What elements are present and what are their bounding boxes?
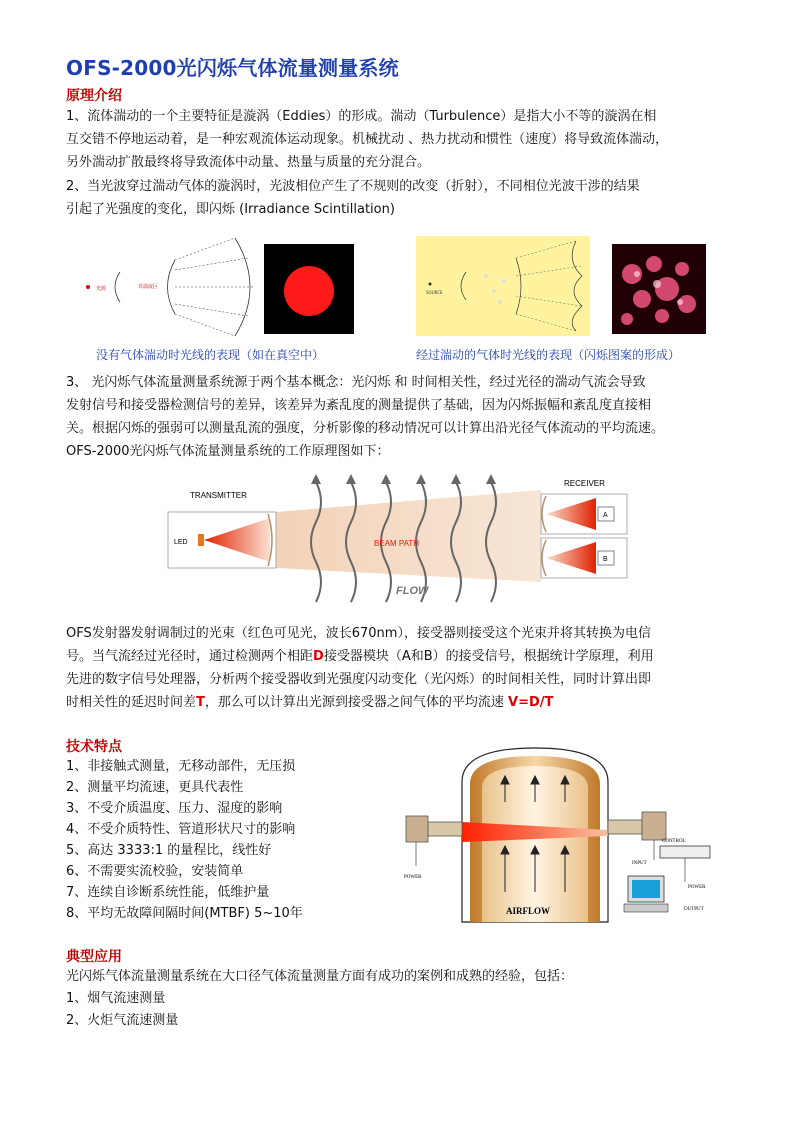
paragraph-3	[66, 371, 664, 463]
list-item: 7、连续自诊断系统性能，低维护量	[66, 885, 270, 900]
red-spot	[284, 266, 334, 316]
list-item: 1、烟气流速测量	[66, 991, 166, 1006]
figure-turbulence	[416, 236, 590, 336]
velocity-formula: V=D/T	[508, 695, 554, 710]
section-heading-features: 技术特点	[66, 739, 122, 755]
list-item: 2、测量平均流速，更具代表性	[66, 780, 244, 795]
scintillation-pattern	[612, 244, 706, 334]
page-title: OFS-2000光闪烁气体流量测量系统	[66, 56, 399, 80]
power-left-label: POWER	[404, 875, 422, 880]
time-symbol: T	[196, 695, 205, 710]
paragraph-line: 互交错不停地运动着，是一种宏观流体运动现象。机械扰动 、热力扰动和惯性（速度）将导致流体湍动，	[66, 132, 669, 147]
paragraph-line: OFS发射器发射调制过的光束（红色可见光，波长670nm），接受器则接受这个光束并将其转换为电信	[66, 626, 651, 641]
figure-working-principle	[166, 472, 628, 612]
transmitter-label: TRANSMITTER	[190, 491, 247, 500]
feature-list	[66, 756, 303, 924]
beam-path-label: BEAM PATH	[374, 539, 420, 548]
non-turbulent-label: 非湍流区	[138, 284, 159, 290]
list-item: 3、不受介质温度、压力、湿度的影响	[66, 801, 283, 816]
list-item: 6、不需要实流校验，安装简单	[66, 864, 244, 879]
paragraph-line: 关。根据闪烁的强弱可以测量乱流的强度，分析影像的移动情况可以计算出沿光径气体流动的平均流速。	[66, 421, 665, 436]
list-item: 8、平均无故障间隔时间(MTBF) 5~10年	[66, 906, 303, 921]
source-label: SOURCE	[426, 290, 443, 295]
module-a-label: A	[603, 512, 608, 519]
light-source-label: 光源	[96, 286, 107, 292]
paragraph-line: 引起了光强度的变化，即闪烁 (Irradiance Scintillation)	[66, 202, 395, 217]
output-label: OUTPUT	[684, 907, 704, 912]
module-b-label: B	[603, 556, 608, 563]
spot-image-clear	[264, 244, 354, 334]
list-item: 5、高达 3333:1 的量程比，线性好	[66, 843, 272, 858]
paragraph-line: 3、 光闪烁气体流量测量系统源于两个基本概念：光闪烁 和 时间相关性，经过光径的湍动气流会导致	[66, 375, 646, 390]
caption-right: 经过湍动的气体时光线的表现（闪烁图案的形成）	[416, 348, 681, 362]
paragraph-line: 2、当光波穿过湍动气体的漩涡时，光波相位产生了不规则的改变（折射），不同相位光波干涉的结果	[66, 179, 640, 194]
text-span: 号。当气流经过光径时，通过检测两个相距	[66, 649, 314, 664]
paragraph-line: 发射信号和接受器检测信号的差异，该差异为紊乱度的测量提供了基础，因为闪烁振幅和紊乱度直接相	[66, 398, 652, 413]
paragraph-1	[66, 105, 668, 174]
paragraph-2	[66, 175, 640, 221]
figure-duct-installation	[400, 742, 720, 928]
control-label: CONTROL	[662, 839, 686, 844]
list-item: 2、火炬气流速测量	[66, 1013, 179, 1028]
distance-symbol: D	[313, 649, 324, 664]
duct-diagram	[400, 742, 720, 928]
paragraph-line: 1、流体湍动的一个主要特征是漩涡（Eddies）的形成。湍动（Turbulence）是指大小不等的漩涡在相	[66, 109, 657, 124]
led-label: LED	[174, 539, 188, 546]
input-label: INPUT	[632, 861, 647, 866]
text-span: 时相关性的延迟时间差	[66, 695, 197, 710]
flow-label: FLOW	[396, 585, 429, 597]
paragraph-line: 先进的数字信号处理器，分析两个接受器收到光强度闪动变化（光闪烁）的时间相关性，同时计算出即	[66, 672, 652, 687]
caption-left: 没有气体湍动时光线的表现（如在真空中）	[96, 348, 325, 362]
airflow-label: AIRFLOW	[506, 906, 551, 916]
speckle-image	[612, 244, 706, 334]
applications	[66, 966, 573, 1032]
paragraph-4	[66, 622, 654, 714]
paragraph-line: 另外湍动扩散最终将导致流体中动量、热量与质量的充分混合。	[66, 155, 431, 170]
text-span: 接受器模块（A和B）的接受信号，根据统计学原理，利用	[323, 649, 654, 664]
section-heading-principle: 原理介绍	[66, 88, 122, 104]
paragraph-line	[66, 691, 654, 714]
list-item: 4、不受介质特性、管道形状尺寸的影响	[66, 822, 296, 837]
power-right-label: POWER	[688, 885, 706, 890]
list-item: 1、非接触式测量，无移动部件，无压损	[66, 759, 296, 774]
principle-diagram	[166, 472, 628, 612]
section-heading-applications: 典型应用	[66, 949, 122, 965]
paragraph-line: 光闪烁气体流量测量系统在大口径气体流量测量方面有成功的案例和成熟的经验，包括：	[66, 969, 574, 984]
paragraph-line	[66, 645, 654, 668]
paragraph-line: OFS-2000光闪烁气体流量测量系统的工作原理图如下：	[66, 444, 390, 459]
beam-diagram-turbulent	[416, 236, 590, 336]
text-span: ，那么可以计算出光源到接受器之间气体的平均流速	[204, 695, 509, 710]
receiver-label: RECEIVER	[564, 479, 605, 488]
